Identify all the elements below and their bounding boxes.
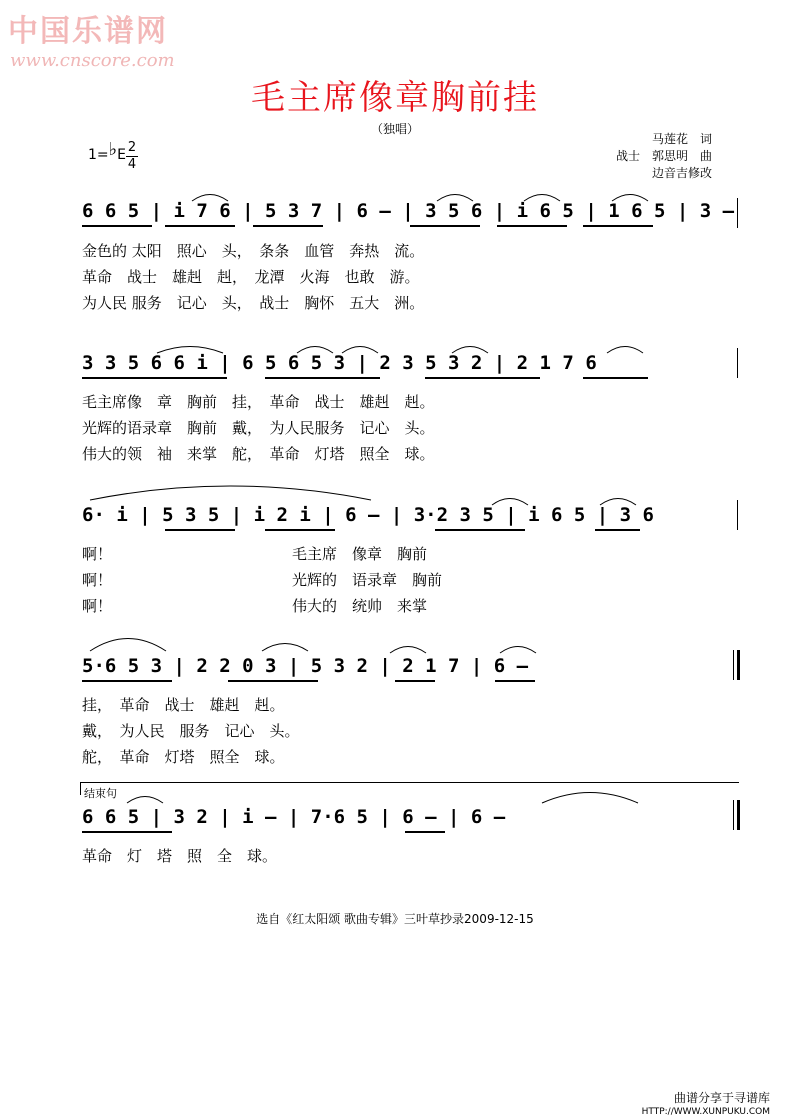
lyric-4-3: 舵， 革命 灯塔 照全 球。 xyxy=(82,748,285,766)
tie xyxy=(540,784,640,804)
ending-bracket xyxy=(80,782,739,795)
barline xyxy=(737,348,738,378)
time-top: 2 xyxy=(127,140,137,155)
barline xyxy=(737,198,738,228)
barline xyxy=(737,500,738,530)
beam xyxy=(165,225,235,227)
beam xyxy=(82,377,227,379)
subtitle: （独唱） xyxy=(370,122,419,136)
lyric-2-1: 毛主席像 章 胸前 挂， 革命 战士 雄赳 赳。 xyxy=(82,393,435,411)
beam xyxy=(595,529,640,531)
slur xyxy=(610,188,650,202)
beam xyxy=(82,831,172,833)
slur xyxy=(295,340,335,354)
slur xyxy=(155,340,225,354)
beam xyxy=(495,680,535,682)
flat-sign: ♭ xyxy=(108,139,118,160)
time-signature xyxy=(126,140,138,173)
notes-line-1: 6 6 5 | i 7 6 | 5 3 7 | 6 – | 3 5 6 | i 6 5 | 1 6 5 | 3 – xyxy=(82,200,735,222)
lyricist-credit: 马莲花 词 xyxy=(652,132,713,146)
beam xyxy=(425,377,540,379)
barline xyxy=(733,800,734,830)
lyric-3-2: 啊！ 光辉的 语录章 胸前 xyxy=(82,571,443,589)
slur xyxy=(598,492,638,506)
slur xyxy=(490,492,530,506)
beam xyxy=(228,680,318,682)
lyric-4-2: 戴， 为人民 服务 记心 头。 xyxy=(82,722,300,740)
ending-label: 结束句 xyxy=(84,787,117,800)
lyric-4-1: 挂， 革命 战士 雄赳 赳。 xyxy=(82,696,285,714)
lyric-5-1: 革命 灯 塔 照 全 球。 xyxy=(82,847,278,865)
repeat-end-barline xyxy=(737,650,740,680)
beam xyxy=(405,831,445,833)
slur xyxy=(388,640,428,654)
time-bottom: 4 xyxy=(127,157,137,172)
watermark-url: www.cnscore.com xyxy=(10,50,175,71)
lyric-2-3: 伟大的领 袖 来掌 舵， 革命 灯塔 照全 球。 xyxy=(82,445,435,463)
watermark-xunpuku xyxy=(642,1091,770,1119)
lyric-1-3: 为人民 服务 记心 头， 战士 胸怀 五大 洲。 xyxy=(82,294,425,312)
key-prefix: 1= xyxy=(88,147,109,163)
watermark-xunpuku-text: 曲谱分享于寻谱库 xyxy=(673,1091,770,1105)
beam xyxy=(82,225,152,227)
key-note: E xyxy=(117,147,126,163)
slur xyxy=(340,340,380,354)
barline xyxy=(733,650,734,680)
beam xyxy=(165,529,235,531)
beam xyxy=(265,529,335,531)
beam xyxy=(82,680,172,682)
beam xyxy=(410,225,480,227)
watermark-brand: 中国乐谱网 xyxy=(8,14,168,49)
slur xyxy=(88,630,168,652)
notes-line-3: 6· i | 5 3 5 | i 2 i | 6 – | 3·2 3 5 | i 6 5 | 3 6 xyxy=(82,504,654,526)
slur xyxy=(435,188,475,202)
notes-line-2: 3 3 5 6 6 i | 6 5 6 5 3 | 2 3 5 3 2 | 2 1 7 6 xyxy=(82,352,597,374)
beam xyxy=(435,529,525,531)
lyric-1-2: 革命 战士 雄赳 赳， 龙潭 火海 也敢 游。 xyxy=(82,268,420,286)
lyric-3-3: 啊！ 伟大的 统帅 来掌 xyxy=(82,597,428,615)
composer-credit: 战士 郭思明 曲 xyxy=(616,149,713,163)
beam xyxy=(253,225,323,227)
beam xyxy=(497,225,567,227)
revision-credit: 边音吉修改 xyxy=(652,166,713,180)
notes-line-5: 6 6 5 | 3 2 | i – | 7·6 5 | 6 – | 6 – xyxy=(82,806,506,828)
long-slur xyxy=(88,478,373,502)
slur xyxy=(125,790,165,804)
beam xyxy=(583,225,653,227)
slur xyxy=(450,340,490,354)
lyric-3-1: 啊！ 毛主席 像章 胸前 xyxy=(82,545,428,563)
source-note: 选自《红太阳颂 歌曲专辑》三叶草抄录2009-12-15 xyxy=(256,912,534,926)
lyric-1-1: 金色的 太阳 照心 头， 条条 血管 奔热 流。 xyxy=(82,242,425,260)
final-barline xyxy=(737,800,740,830)
beam xyxy=(265,377,380,379)
watermark-xunpuku-url: HTTP://WWW.XUNPUKU.COM xyxy=(641,1107,770,1117)
page-title: 毛主席像章胸前挂 xyxy=(251,78,539,118)
slur xyxy=(522,188,562,202)
beam xyxy=(395,680,435,682)
lyric-2-2: 光辉的语录章 胸前 戴， 为人民服务 记心 头。 xyxy=(82,419,435,437)
slur xyxy=(190,188,230,202)
notes-line-4: 5·6 5 3 | 2 2 0 3 | 5 3 2 | 2 1 7 | 6 – xyxy=(82,655,529,677)
beam xyxy=(583,377,648,379)
key-signature xyxy=(88,139,126,164)
slur xyxy=(498,640,538,654)
slur xyxy=(260,636,310,652)
slur xyxy=(605,340,645,354)
